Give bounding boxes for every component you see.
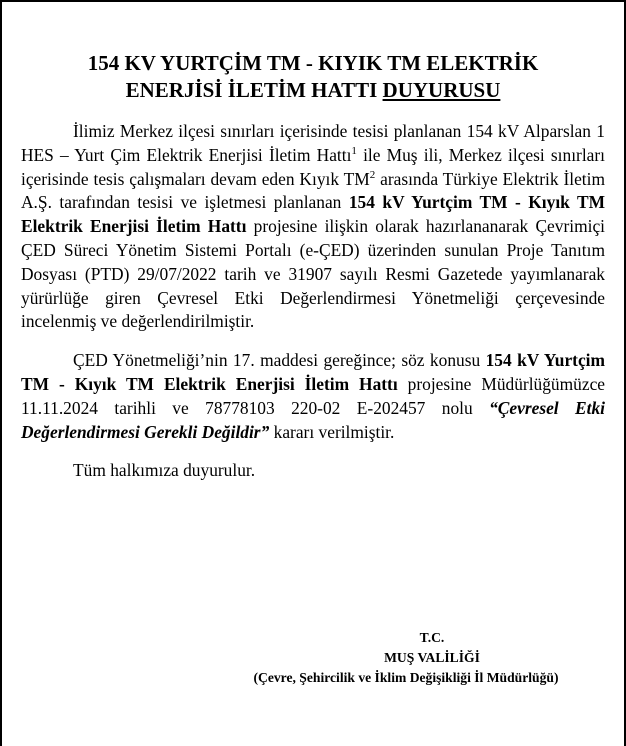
para2-project-name: 154 kV Yurtçim TM - Kıyık TM Elektrik Enerjisi İletim Hattı bbox=[21, 350, 605, 394]
title-line-2-main: ENERJİSİ İLETİM HATTI bbox=[125, 78, 383, 102]
document-body bbox=[21, 120, 605, 483]
para2-text-3: kararı verilmiştir. bbox=[269, 421, 395, 442]
para1-text-4: projesine ilişkin olarak hazırlananarak Çevrimiçi ÇED Süreci Yönetim Sistemi Portalı (e-ÇED) üzerinden sunulan Proje Tanıtım Dosyası (PTD) 29/07/2022 tarih ve 31907 sayılı Resmi Gazetede yayımlanarak yürürlüğe giren Çevresel Etki Değerlendirmesi Yönetmeliği çerçevesinde incelenmiş ve değerlendirilmiştir. bbox=[21, 216, 606, 332]
signature-line-3: (Çevre, Şehircilik ve İklim Değişikliği İl Müdürlüğü) bbox=[253, 670, 559, 685]
para2-text-2: projesine Müdürlüğümüzce 11.11.2024 tarihli ve 78778103 220-02 E-202457 nolu bbox=[21, 373, 606, 418]
document-title bbox=[2, 50, 624, 104]
title-underlined-word: DUYURUSU bbox=[382, 78, 501, 102]
paragraph-2 bbox=[21, 349, 605, 444]
para1-text-1: İlimiz Merkez ilçesi sınırları içerisinde tesisi planlanan 154 kV Alparslan 1 HES – Yurt Çim Elektrik Enerjisi İletim Hattı bbox=[21, 121, 605, 165]
title-line-2 bbox=[2, 77, 624, 104]
signature-line-1: T.C. bbox=[419, 630, 445, 645]
footnote-ref-2: 2 bbox=[369, 168, 376, 181]
footnote-ref-1: 1 bbox=[351, 145, 357, 157]
signature-line-2: MUŞ VALİLİĞİ bbox=[384, 650, 480, 665]
para1-project-name: 154 kV Yurtçim TM - Kıyık TM Elektrik Enerjisi İletim Hattı bbox=[21, 192, 605, 237]
para2-text-1: ÇED Yönetmeliği’nin 17. maddesi gereğince; söz konusu bbox=[73, 350, 486, 371]
paragraph-3: Tüm halkımıza duyurulur. bbox=[73, 460, 256, 481]
signature-block bbox=[216, 628, 596, 688]
para1-text-2: ile Muş ili, Merkez ilçesi sınırları içerisinde tesis çalışmaları devam eden Kıyık TM bbox=[21, 144, 605, 189]
title-line-1: 154 KV YURTÇİM TM - KIYIK TM ELEKTRİK bbox=[87, 51, 539, 75]
decision-text: “Çevresel Etki Değerlendirmesi Gerekli Değildir” bbox=[21, 397, 605, 442]
paragraph-1 bbox=[21, 120, 605, 334]
para1-text-3: arasında Türkiye Elektrik İletim A.Ş. tarafından tesisi ve işletmesi planlanan bbox=[21, 168, 605, 213]
